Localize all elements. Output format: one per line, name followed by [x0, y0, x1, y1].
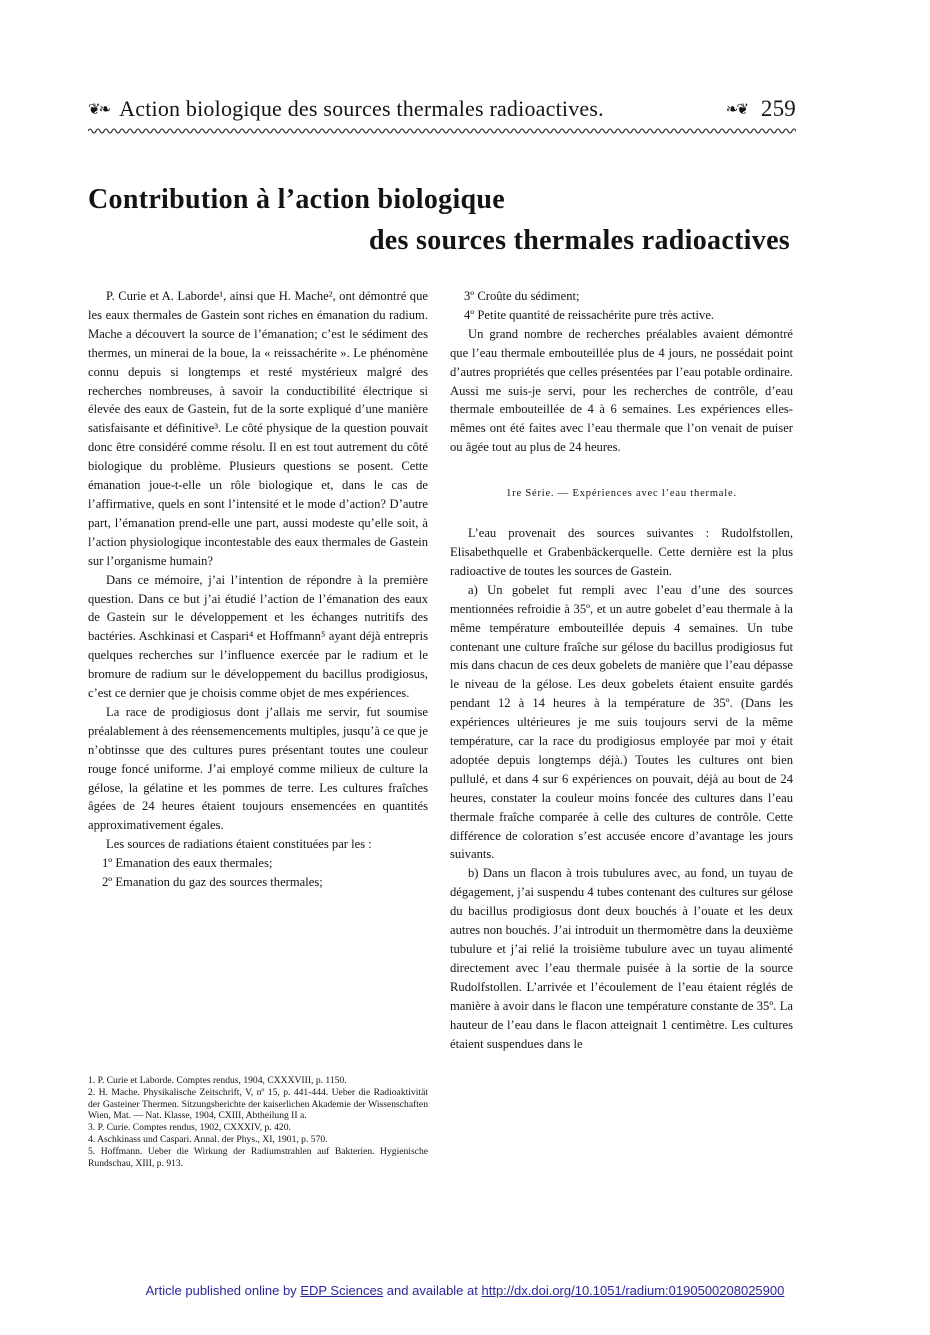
- paragraph: L’eau provenait des sources suivantes : Rudolfstollen, Elisabethquelle et Grabenbäckerquelle. Cette dernière est la plus radioactive de toutes les sources de Gastein.: [450, 526, 793, 578]
- left-column: [88, 287, 428, 892]
- footnote: 4. Aschkinass und Caspari. Annal. der Phys., XI, 1901, p. 570.: [88, 1133, 328, 1145]
- footnote: 3. P. Curie. Comptes rendus, 1902, CXXXIV, p. 420.: [88, 1122, 291, 1134]
- publisher-link[interactable]: EDP Sciences: [300, 1283, 384, 1298]
- section-heading: 1re Série. — Expériences avec l’eau thermale.: [506, 488, 737, 500]
- article-title-line-2: des sources thermales radioactives: [368, 225, 790, 256]
- paragraph: Dans ce mémoire, j’ai l’intention de répondre à la première question. Dans ce but j’ai étudié l’action de l’émanation des eaux de Gastein sur le développement et les échanges nutritifs des bactéries. Aschkinasi et Caspari⁴ et Hoffmann⁵ ayant déjà entrepris quelques recherches sur l’influence exercée par le radium et le bromure de radium sur le développement du bacillus prodigiosus, c’est ce dernier que je choisis comme objet de mes expériences.: [88, 572, 428, 701]
- right-column: [450, 287, 793, 1053]
- page-number: 259: [760, 96, 796, 121]
- running-head: [88, 94, 796, 124]
- article-title-line-1: Contribution à l’action biologique: [88, 184, 506, 215]
- fleuron-ornament-right: ❧❦: [725, 101, 747, 118]
- footnote: 5. Hoffmann. Ueber die Wirkung der Radiumstrahlen auf Bakterien. Hygienische Rundschau, XIII, p. 913.: [88, 1145, 428, 1169]
- paragraph: La race de prodigiosus dont j’allais me servir, fut soumise préalablement à des réensemencements multiples, jusqu’à ce que je n’obtinsse que des cultures pures présentant toutes une couleur rouge foncé uniforme. J’ai employé comme milieux de culture la gélose, la gélatine et les pommes de terre. Les cultures fraîches âgées de 24 heures étaient toujours ensemencées en quantités approximativement égales.: [88, 704, 428, 833]
- list-item: 1º Emanation des eaux thermales;: [102, 856, 273, 871]
- wavy-rule: [88, 126, 796, 136]
- footnote: 2. H. Mache. Physikalische Zeitschrift, V, nº 15, p. 441-444. Ueber die Radioaktivität der Gasteiner Thermen. Sitzungsberichte der kaiserlichen Akademie der Wissenschaften Wien, Mat. — Nat. Klasse, 1904, CXIII, Abtheilung II a.: [88, 1086, 428, 1122]
- paragraph: a) Un gobelet fut rempli avec l’eau d’une des sources mentionnées refroidie à 35º, et un autre gobelet d’eau thermale à la même température embouteillée depuis 4 semaines. Un tube contenant une culture fraîche sur gélose du bacillus prodigiosus fut mis dans chacun de ces deux gobelets de manière que l’eau dépasse le niveau de la gélose. Les deux gobelets étaient ensuite gardés pendant 12 à 14 heures à la température de 35º. (Dans les expériences ultérieures je me suis toujours servi de la même température, car la race du prodigiosus employée par moi y était adoptée depuis longtemps déjà.) Toutes les cultures ont bien pullulé, et dans 4 sur 6 expériences on pouvait, déjà au bout de 24 heures, constater la couleur moins foncée des cultures dans l’eau thermale fraîche comparée à celle des cultures de contrôle. Cette différence de coloration s’est accusée encore d’avantage les jours suivants.: [450, 582, 793, 862]
- footnotes: [88, 1075, 428, 1169]
- paragraph: P. Curie et A. Laborde¹, ainsi que H. Mache², ont démontré que les eaux thermales de Gastein sont riches en émanation du radium. Mache a découvert la source de l’émanation; c’est le sédiment des thermes, un minerai de la boue, la « reissachérite ». Le phénomène connu depuis si longtemps et resté mystérieux malgré des recherches nombreuses, à savoir la conductibilité électrique si élevée des eaux de Gastein, fut de la sorte expliqué d’une manière satisfaisante et définitive³. Le côté physique de la question pouvait donc être considéré comme résolu. Il en est tout autrement du côté biologique du problème. Plusieurs questions se posent. Cette émanation joue-t-elle un rôle biologique et, dans le cas de l’affirmative, quels en sont l’intensité et le mode d’action? D’autre part, l’émanation prend-elle une part, aussi modeste qu’elle soit, à l’action physiologique incontestable des eaux thermales de Gastein sur l’organisme humain?: [88, 289, 428, 568]
- list-item: 2º Emanation du gaz des sources thermales;: [102, 875, 323, 890]
- paragraph: Un grand nombre de recherches préalables avaient démontré que l’eau thermale embouteillée plus de 4 jours, ne possédait point d’autres propriétés que celles présentées par l’eau potable ordinaire. Aussi me suis-je servi, pour les recherches de contrôle, d’eau thermale embouteillée de 4 à 6 semaines. Les expériences elles-mêmes ont été faites avec l’eau thermale que l’on venait de puiser ou âgée tout au plus de 24 heures.: [450, 326, 793, 455]
- publication-footer: [0, 1283, 930, 1298]
- paragraph: b) Dans un flacon à trois tubulures avec, au fond, un tuyau de dégagement, j’ai suspendu 4 tubes contenant des cultures sur gélose du bacillus prodigiosus dont deux bouchés à l’ouate et les deux autres non bouchés. J’ai introduit un thermomètre dans la deuxième tubulure et j’ai relié la troisième tubulure avec un tuyau alimenté directement avec l’eau thermale puisée à la sortie de la source Rudolfstollen. L’arrivée et l’écoulement de l’eau étaient réglés de manière à avoir dans le flacon une température constante de 35º. La hauteur de l’eau dans le flacon atteignait 1 centimètre. Les cultures étaient suspendues dans le: [450, 866, 793, 1051]
- paragraph: Les sources de radiations étaient constituées par les :: [106, 837, 372, 852]
- doi-link[interactable]: http://dx.doi.org/10.1051/radium:0190500208025900: [481, 1283, 785, 1298]
- list-item: 3º Croûte du sédiment;: [464, 289, 580, 303]
- list-item: 4º Petite quantité de reissachérite pure très active.: [464, 307, 715, 322]
- fleuron-ornament-left: ❦❧: [88, 101, 110, 118]
- footer-middle: and available at: [386, 1283, 478, 1298]
- running-head-title: Action biologique des sources thermales radioactives.: [119, 96, 604, 121]
- footnote: 1. P. Curie et Laborde. Comptes rendus, 1904, CXXXVIII, p. 1150.: [88, 1075, 347, 1086]
- footer-prefix: Article published online by: [145, 1283, 297, 1298]
